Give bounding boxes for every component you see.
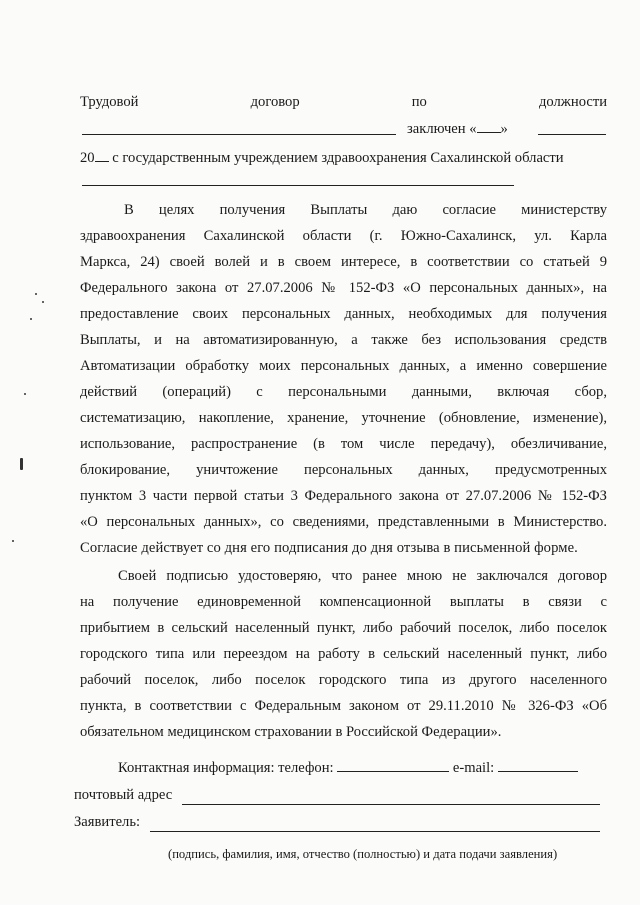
phone-field[interactable] <box>337 771 449 772</box>
consent-line: Согласие действует со дня его подписания до дня отзыва в письменной форме. <box>80 540 578 556</box>
institution-name-blank[interactable] <box>82 185 514 186</box>
scan-speck <box>12 540 14 542</box>
consent-line: предоставление своих персональных данных, необходимых для получения <box>80 306 607 322</box>
scan-speck <box>20 458 23 470</box>
consent-line: «О персональных данных», со сведениями, представленными в Министерство. <box>80 514 607 530</box>
scan-speck <box>35 293 37 295</box>
consent-line: использование, распространение (в том числе передачу), обезличивание, <box>80 436 607 452</box>
declaration-line: обязательном медицинском страховании в Российской Федерации». <box>80 724 502 740</box>
institution-text: с государственным учреждением здравоохранения Сахалинской области <box>112 150 564 166</box>
declaration-line: городского типа или переездом на работу в сельский населенный пункт, либо <box>80 646 607 662</box>
consent-line: В целях получения Выплаты даю согласие министерству <box>124 202 607 218</box>
signature-caption: (подпись, фамилия, имя, отчество (полностью) и дата подачи заявления) <box>168 847 558 861</box>
consent-line: систематизацию, накопление, хранение, уточнение (обновление, изменение), <box>80 410 607 426</box>
applicant-signature-field[interactable] <box>150 831 600 832</box>
consent-line: Федерального закона от 27.07.2006 № 152-ФЗ «О персональных данных», на <box>80 280 607 296</box>
concluded-line <box>407 119 607 139</box>
contacts-line <box>118 758 608 778</box>
year-prefix: 20 <box>80 150 95 166</box>
declaration-line: рабочий поселок, либо поселок городского типа из другого населенного <box>80 672 607 688</box>
consent-line: Автоматизации обработку моих персональных данных, а именно совершение <box>80 358 607 374</box>
declaration-line: на получение единовременной компенсационной выплаты в связи с <box>80 594 607 610</box>
email-label: e-mail: <box>452 760 495 776</box>
contacts-label: Контактная информация: телефон: <box>118 760 334 776</box>
declaration-line: прибытием в сельский населенный пункт, либо рабочий поселок, либо поселок <box>80 620 607 636</box>
consent-line: здравоохранения Сахалинской области (г. Южно-Сахалинск, ул. Карла <box>80 228 607 244</box>
postal-address-field[interactable] <box>182 804 600 805</box>
consent-line: действий (операций) с персональными данными, включая сбор, <box>80 384 607 400</box>
consent-line: пунктом 3 части первой статьи 3 Федерального закона от 27.07.2006 № 152-ФЗ <box>80 488 607 504</box>
applicant-label: Заявитель: <box>74 814 141 830</box>
month-blank[interactable] <box>538 134 606 135</box>
title-word-2: договор <box>250 94 300 110</box>
consent-line: Маркса, 24) своей волей и в своем интересе, в соответствии со статьей 9 <box>80 254 607 270</box>
day-blank[interactable] <box>477 132 501 133</box>
title-word-4: должности <box>538 94 608 110</box>
scan-speck <box>42 301 44 303</box>
title-word-1: Трудовой <box>80 94 139 110</box>
email-field[interactable] <box>498 771 578 772</box>
scan-speck <box>24 393 26 395</box>
position-blank[interactable] <box>82 134 396 135</box>
contract-title-line <box>80 92 607 112</box>
concluded-close: » <box>500 121 508 137</box>
consent-line: Выплаты, и на автоматизированную, а также без использования средств <box>80 332 607 348</box>
concluded-open: заключен « <box>407 121 477 137</box>
declaration-line: Своей подписью удостоверяю, что ранее мною не заключался договор <box>118 568 607 584</box>
declaration-line: пункта, в соответствии с Федеральным законом от 29.11.2010 № 326-ФЗ «Об <box>80 698 607 714</box>
scan-speck <box>30 318 32 320</box>
title-word-3: по <box>411 94 427 110</box>
institution-line <box>80 148 607 168</box>
year-blank[interactable] <box>95 161 109 162</box>
consent-line: блокирование, уничтожение персональных данных, предусмотренных <box>80 462 607 478</box>
applicant-line <box>74 812 608 832</box>
postal-label: почтовый адрес <box>74 787 173 803</box>
postal-line <box>74 785 608 805</box>
